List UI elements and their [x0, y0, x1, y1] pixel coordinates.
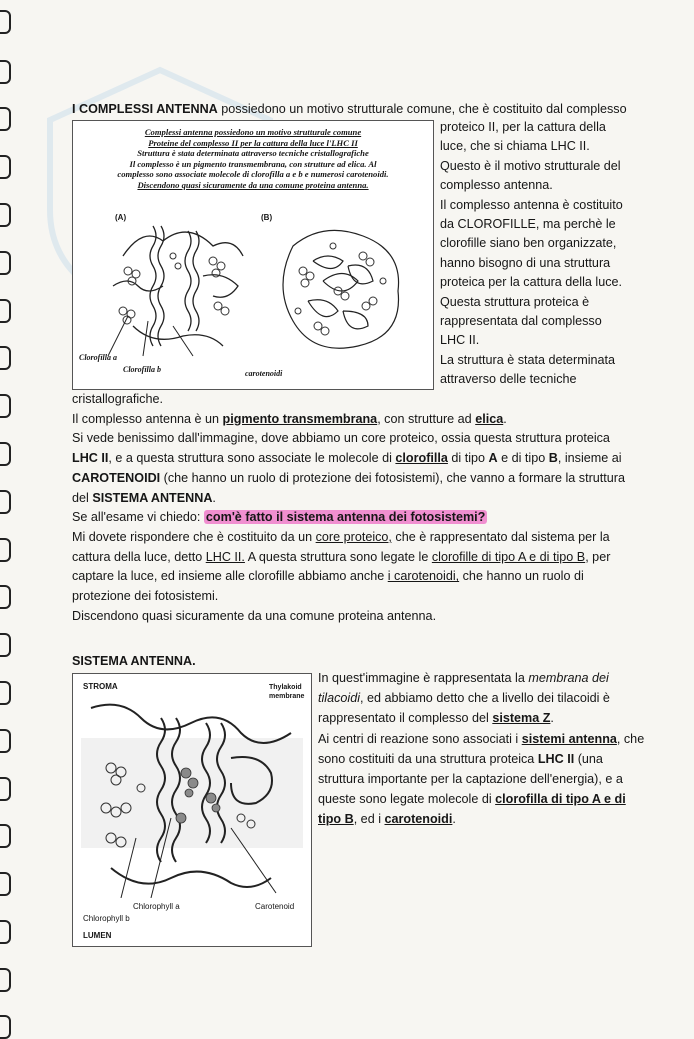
- term-elica: elica: [475, 411, 504, 426]
- binder-ring: [0, 1015, 11, 1039]
- term-clorofille-a-b: clorofille di tipo A e di tipo B: [431, 549, 586, 564]
- term-clorofilla-tipo-a-b: clorofilla di tipo A e di: [495, 792, 626, 807]
- label-carotenoid: Carotenoid: [255, 902, 295, 911]
- binder-ring: [0, 633, 11, 657]
- side-line: La struttura è stata determinata: [440, 352, 616, 367]
- para-line: [72, 449, 672, 469]
- text-span: captare la luce, ed insieme alle clorofille abbiamo anche: [72, 569, 388, 584]
- caption-line: Struttura è stata determinata attraverso tecniche cristallografiche: [137, 148, 369, 158]
- text-span: cattura della luce, detto: [72, 549, 206, 564]
- text-span: , e a questa struttura sono associate le molecole di: [108, 451, 396, 466]
- para-line: Si vede benissimo dall'immagine, dove abbiamo un core proteico, ossia questa struttura proteica: [72, 431, 610, 446]
- term-lhc2: LHC II: [72, 451, 109, 466]
- binder-ring: [0, 203, 11, 227]
- side-line: proteico II, per la cattura della: [440, 120, 606, 134]
- panel-b-label: (B): [261, 213, 273, 222]
- term-clorofilla: clorofilla: [395, 451, 448, 466]
- para-line: [72, 469, 672, 489]
- highlighted-exam-question: com'è fatto il sistema antenna dei fotosistemi?: [205, 510, 486, 525]
- para-line: [72, 508, 672, 528]
- binder-ring: [0, 10, 11, 34]
- lhc2-side-view-illustration: [103, 216, 253, 366]
- label-chlorophyll-a: Chlorophyll a: [133, 902, 180, 911]
- para-line: Discendono quasi sicuramente da una comune proteina antenna.: [72, 608, 437, 623]
- side2-line: [318, 749, 688, 769]
- binder-ring: [0, 968, 11, 992]
- intro-line: [72, 100, 632, 120]
- side2-line: [318, 668, 688, 688]
- side-line: hanno bisogno di una struttura: [440, 255, 611, 270]
- text-span: .: [550, 711, 554, 726]
- text-span: , insieme ai: [557, 451, 622, 466]
- binder-ring: [0, 920, 11, 944]
- main-paragraph: [72, 390, 672, 626]
- term-tilacoidi: tilacoidi: [318, 691, 360, 706]
- lhc2-membrane-illustration: [81, 698, 303, 898]
- binder-ring: [0, 729, 11, 753]
- text-span: A questa struttura sono legate le: [244, 549, 432, 564]
- term-lhc2-section2: LHC II: [537, 751, 575, 766]
- text-span: rappresentato il complesso del: [318, 711, 493, 726]
- side2-line: [318, 809, 688, 829]
- term-membrana-dei: membrana dei: [528, 671, 609, 685]
- text-span: B: [548, 451, 558, 466]
- text-span: queste sono legate molecole di: [318, 792, 496, 807]
- term-sistema-z: sistema Z: [492, 711, 551, 726]
- text-span: Il complesso antenna è un: [72, 411, 223, 426]
- text-span: , ed abbiamo detto che a livello dei tilacoidi è: [360, 691, 610, 706]
- side-line: complesso antenna.: [440, 178, 553, 193]
- text-span: Ai centri di reazione sono associati i: [318, 731, 522, 746]
- text-span: Mi dovete rispondere che è costituito da un: [72, 529, 316, 544]
- text-span: che è rappresentato dal sistema per la: [391, 529, 610, 544]
- term-carotenoidi-section2: carotenoidi: [384, 812, 453, 827]
- intro-heading: I COMPLESSI ANTENNA: [72, 102, 218, 116]
- term-i-carotenoidi: i carotenoidi,: [387, 569, 460, 584]
- binder-ring: [0, 299, 11, 323]
- binder-ring: [0, 394, 11, 418]
- side2-line: [318, 708, 688, 728]
- figure-lhc2-structure: [72, 120, 434, 390]
- text-span: A: [488, 451, 498, 466]
- term-sistemi-antenna: sistemi antenna: [521, 731, 617, 746]
- side-line: luce, che si chiama LHC II.: [440, 139, 590, 154]
- para-line: [72, 489, 672, 509]
- lhc2-top-view-illustration: [263, 216, 413, 366]
- side-column-1: [440, 118, 690, 390]
- side-line: LHC II.: [440, 333, 480, 348]
- para-line: cristallografiche.: [72, 392, 163, 406]
- term-tipo-b: tipo B: [318, 812, 354, 827]
- side2-line: struttura importante per la captazione dell'energia), e a: [318, 772, 623, 787]
- label-stroma: STROMA: [83, 682, 118, 691]
- text-span: .: [452, 812, 456, 827]
- para-line: [72, 567, 672, 587]
- binder-ring: [0, 60, 11, 84]
- para-line: [72, 410, 672, 430]
- term-core-proteico: core proteico,: [315, 529, 392, 544]
- binder-ring: [0, 681, 11, 705]
- side-line: clorofille siano ben organizzate,: [440, 236, 617, 251]
- caption-line: complesso sono associate molecole di clorofilla a e b e numerosi carotenoidi.: [117, 169, 389, 179]
- binder-ring: [0, 155, 11, 179]
- term-carotenoidi: CAROTENOIDI: [72, 470, 161, 485]
- intro-rest: possiedono un motivo strutturale comune, che è costituito dal complesso: [217, 102, 627, 116]
- figure1-caption: [77, 127, 429, 190]
- binder-ring: [0, 107, 11, 131]
- side-line: da CLOROFILLE, ma perchè le: [440, 217, 616, 232]
- binder-ring: [0, 251, 11, 275]
- text-span: , con strutture ad: [377, 411, 476, 426]
- term-sistema-antenna: SISTEMA ANTENNA: [92, 490, 213, 505]
- side-line: rappresentata dal complesso: [440, 314, 602, 329]
- side2-line: [318, 789, 688, 809]
- caption-line: Discendono quasi sicuramente da una comune proteina antenna.: [137, 179, 369, 190]
- side-line: attraverso delle tecniche: [440, 372, 577, 387]
- text-span: e di tipo: [497, 451, 549, 466]
- label-carotenoidi: carotenoidi: [245, 369, 283, 378]
- caption-line: Il complesso è un pigmento transmembrana, con strutture ad elica. Al: [129, 158, 377, 169]
- text-span: del: [72, 490, 93, 505]
- panel-a-label: (A): [115, 213, 127, 222]
- binder-ring: [0, 872, 11, 896]
- side2-line: [318, 688, 688, 708]
- para-line: [72, 548, 672, 568]
- side2-line: [318, 729, 688, 749]
- text-span: che hanno un ruolo di: [459, 569, 584, 584]
- text-span: .: [212, 490, 216, 505]
- text-span: , ed i: [353, 812, 385, 827]
- term-pigmento-transmembrana: pigmento transmembrana: [222, 411, 378, 426]
- side-line: Questa struttura proteica è: [440, 294, 590, 309]
- label-membrane: membrane: [269, 693, 305, 700]
- label-chlorophyll-b: Chlorophyll b: [83, 914, 130, 923]
- side-line: Questo è il motivo strutturale del: [440, 158, 621, 173]
- text-span: (che hanno un ruolo di protezione dei fotosistemi), che vanno a formare la struttura: [160, 470, 625, 485]
- side-line: proteica per la cattura della luce.: [440, 275, 623, 290]
- binder-ring: [0, 585, 11, 609]
- caption-line: Proteine del complesso II per la cattura della luce l'LHC II: [148, 137, 358, 148]
- label-clorofilla-b: Clorofilla b: [123, 365, 162, 374]
- text-span: In quest'immagine è rappresentata la: [318, 671, 529, 685]
- binder-ring: [0, 346, 11, 370]
- binder-ring: [0, 490, 11, 514]
- binder-ring: [0, 777, 11, 801]
- text-span: , che: [616, 731, 645, 746]
- binder-ring: [0, 538, 11, 562]
- label-thylakoid: Thylakoid: [269, 684, 302, 691]
- text-span: di tipo: [447, 451, 489, 466]
- term-lhc2-underlined: LHC II.: [205, 549, 245, 564]
- binder-rings: [0, 0, 14, 1038]
- text-span: Se all'esame vi chiedo:: [72, 510, 204, 525]
- text-span: (una: [574, 751, 603, 766]
- para-line: protezione dei fotosistemi.: [72, 589, 219, 604]
- side-column-2: [318, 668, 688, 830]
- label-lumen: LUMEN: [83, 931, 112, 940]
- text-span: , per: [585, 549, 611, 564]
- figure-thylakoid-membrane: [72, 673, 312, 947]
- text-span: sono costituiti da una struttura proteica: [318, 751, 538, 766]
- para-line: [72, 528, 672, 548]
- binder-ring: [0, 442, 11, 466]
- section-heading-sistema-antenna: SISTEMA ANTENNA.: [72, 654, 196, 668]
- side-line: Il complesso antenna è costituito: [440, 197, 623, 212]
- label-clorofilla-a: Clorofilla a: [79, 353, 118, 362]
- caption-line: Complessi antenna possiedono un motivo strutturale comune: [144, 127, 362, 137]
- text-span: .: [503, 411, 507, 426]
- binder-ring: [0, 824, 11, 848]
